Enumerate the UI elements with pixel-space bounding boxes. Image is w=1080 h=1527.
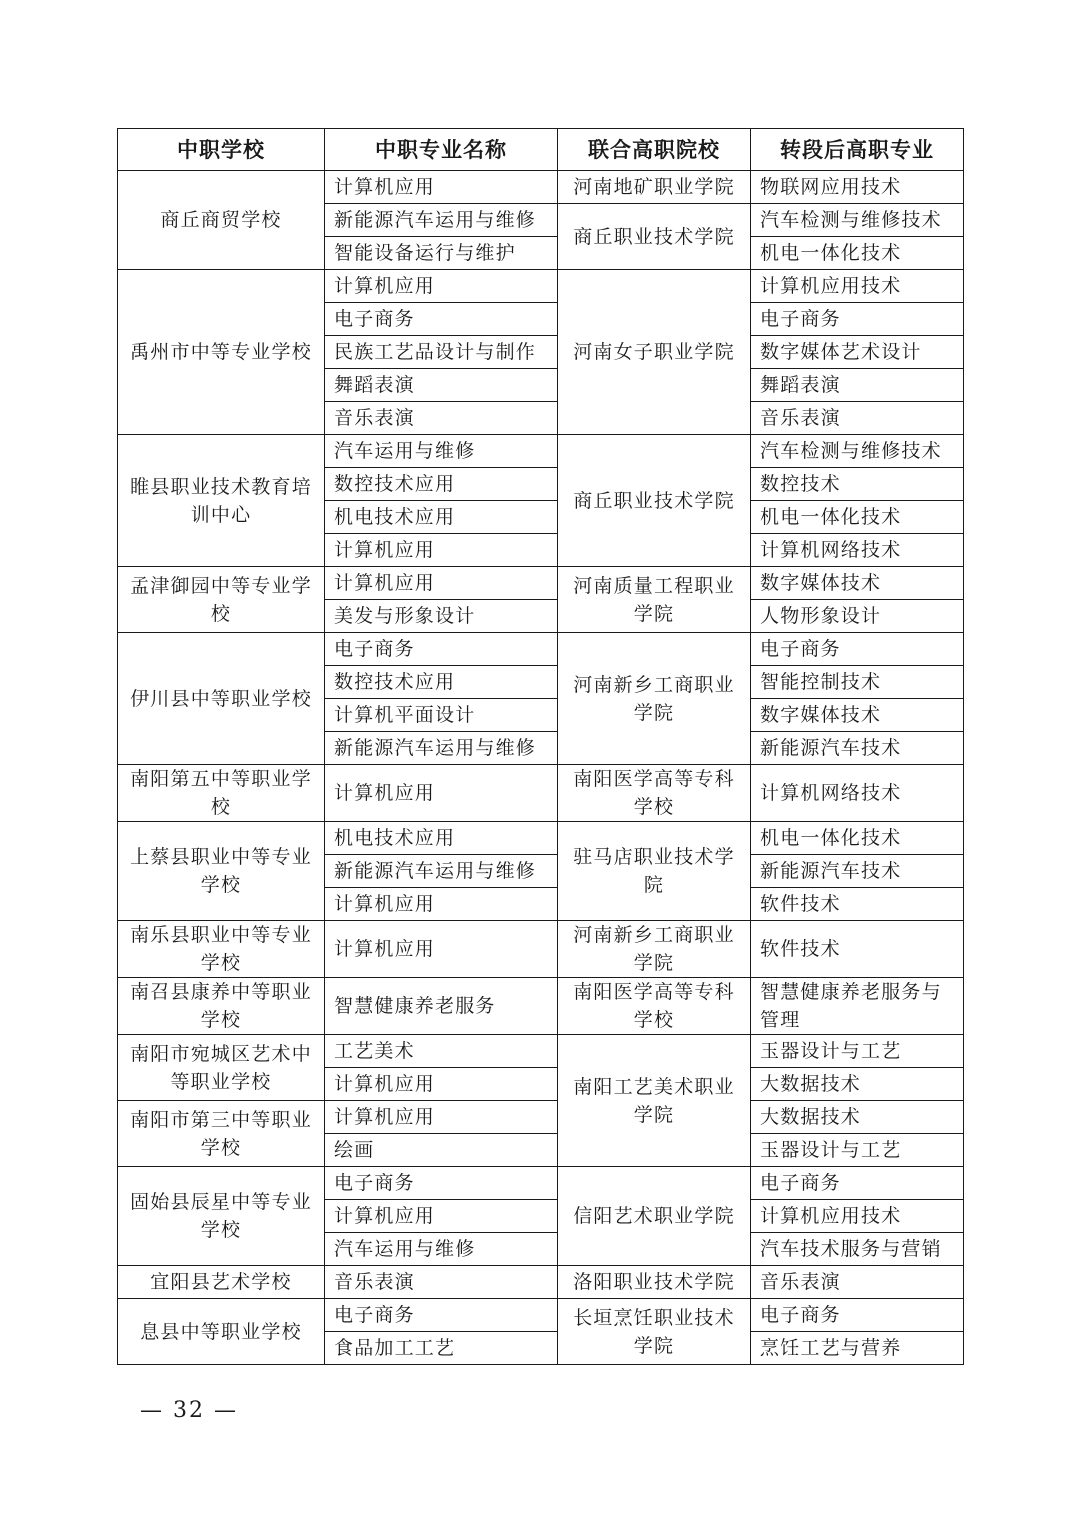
cell-secondary-school: 禹州市中等专业学校 [118, 270, 325, 435]
cell-secondary-major: 智慧健康养老服务 [325, 978, 558, 1035]
cell-target-major: 音乐表演 [751, 1266, 964, 1299]
cell-partner-college: 洛阳职业技术学院 [558, 1266, 751, 1299]
cell-secondary-school: 孟津御园中等专业学校 [118, 567, 325, 633]
header-secondary-school: 中职学校 [118, 129, 325, 171]
table-row [118, 978, 964, 1035]
cell-secondary-major: 计算机平面设计 [325, 699, 558, 732]
cell-target-major: 机电一体化技术 [751, 237, 964, 270]
cell-secondary-major: 计算机应用 [325, 888, 558, 921]
cell-secondary-major: 音乐表演 [325, 1266, 558, 1299]
cell-target-major: 软件技术 [751, 888, 964, 921]
table-row [118, 1101, 964, 1134]
cell-target-major: 汽车检测与维修技术 [751, 204, 964, 237]
cell-target-major: 数字媒体技术 [751, 699, 964, 732]
cell-secondary-school: 伊川县中等职业学校 [118, 633, 325, 765]
cell-secondary-school: 睢县职业技术教育培训中心 [118, 435, 325, 567]
cell-secondary-major: 机电技术应用 [325, 501, 558, 534]
cell-partner-college: 河南新乡工商职业学院 [558, 633, 751, 765]
cell-target-major: 电子商务 [751, 633, 964, 666]
table-header-row [118, 129, 964, 171]
cell-target-major: 烹饪工艺与营养 [751, 1332, 964, 1365]
cell-target-major: 大数据技术 [751, 1068, 964, 1101]
table-row [118, 822, 964, 855]
cell-target-major: 计算机应用技术 [751, 1200, 964, 1233]
cell-secondary-major: 数控技术应用 [325, 666, 558, 699]
cell-secondary-major: 计算机应用 [325, 171, 558, 204]
cell-target-major: 大数据技术 [751, 1101, 964, 1134]
cell-target-major: 舞蹈表演 [751, 369, 964, 402]
cell-secondary-school: 南阳市宛城区艺术中等职业学校 [118, 1035, 325, 1101]
header-target-major: 转段后高职专业 [751, 129, 964, 171]
cell-secondary-major: 数控技术应用 [325, 468, 558, 501]
table-row [118, 270, 964, 303]
cell-secondary-major: 美发与形象设计 [325, 600, 558, 633]
cell-target-major: 音乐表演 [751, 402, 964, 435]
cell-secondary-major: 音乐表演 [325, 402, 558, 435]
school-major-table [117, 128, 964, 1365]
cell-secondary-major: 汽车运用与维修 [325, 435, 558, 468]
cell-secondary-major: 计算机应用 [325, 1200, 558, 1233]
cell-partner-college: 河南女子职业学院 [558, 270, 751, 435]
cell-target-major: 软件技术 [751, 921, 964, 978]
cell-secondary-major: 计算机应用 [325, 1101, 558, 1134]
cell-secondary-school: 固始县辰星中等专业学校 [118, 1167, 325, 1266]
table-row [118, 567, 964, 600]
cell-secondary-major: 计算机应用 [325, 1068, 558, 1101]
cell-partner-college: 南阳工艺美术职业学院 [558, 1035, 751, 1167]
table-row [118, 1266, 964, 1299]
cell-target-major: 电子商务 [751, 303, 964, 336]
cell-target-major: 玉器设计与工艺 [751, 1134, 964, 1167]
cell-secondary-major: 电子商务 [325, 1167, 558, 1200]
cell-target-major: 数字媒体艺术设计 [751, 336, 964, 369]
cell-secondary-major: 汽车运用与维修 [325, 1233, 558, 1266]
cell-secondary-major: 新能源汽车运用与维修 [325, 204, 558, 237]
cell-target-major: 电子商务 [751, 1299, 964, 1332]
cell-secondary-major: 食品加工工艺 [325, 1332, 558, 1365]
cell-target-major: 新能源汽车技术 [751, 855, 964, 888]
cell-secondary-school: 息县中等职业学校 [118, 1299, 325, 1365]
table-row [118, 765, 964, 822]
table-row [118, 921, 964, 978]
cell-target-major: 智能控制技术 [751, 666, 964, 699]
cell-target-major: 新能源汽车技术 [751, 732, 964, 765]
cell-partner-college: 南阳医学高等专科学校 [558, 978, 751, 1035]
cell-secondary-school: 南乐县职业中等专业学校 [118, 921, 325, 978]
cell-partner-college: 商丘职业技术学院 [558, 204, 751, 270]
cell-secondary-major: 绘画 [325, 1134, 558, 1167]
cell-secondary-major: 机电技术应用 [325, 822, 558, 855]
cell-secondary-major: 新能源汽车运用与维修 [325, 855, 558, 888]
cell-target-major: 数字媒体技术 [751, 567, 964, 600]
table-body [118, 171, 964, 1365]
cell-target-major: 玉器设计与工艺 [751, 1035, 964, 1068]
cell-secondary-school: 南召县康养中等职业学校 [118, 978, 325, 1035]
cell-target-major: 汽车技术服务与营销 [751, 1233, 964, 1266]
cell-target-major: 计算机应用技术 [751, 270, 964, 303]
cell-secondary-major: 电子商务 [325, 633, 558, 666]
cell-partner-college: 南阳医学高等专科学校 [558, 765, 751, 822]
cell-partner-college: 信阳艺术职业学院 [558, 1167, 751, 1266]
cell-target-major: 机电一体化技术 [751, 822, 964, 855]
cell-secondary-school: 商丘商贸学校 [118, 171, 325, 270]
cell-secondary-school: 宜阳县艺术学校 [118, 1266, 325, 1299]
page-number: — 32 — [140, 1398, 238, 1423]
cell-partner-college: 河南地矿职业学院 [558, 171, 751, 204]
cell-target-major: 计算机网络技术 [751, 765, 964, 822]
cell-secondary-major: 工艺美术 [325, 1035, 558, 1068]
cell-partner-college: 商丘职业技术学院 [558, 435, 751, 567]
cell-target-major: 计算机网络技术 [751, 534, 964, 567]
cell-target-major: 机电一体化技术 [751, 501, 964, 534]
cell-target-major: 数控技术 [751, 468, 964, 501]
cell-partner-college: 长垣烹饪职业技术学院 [558, 1299, 751, 1365]
cell-target-major: 电子商务 [751, 1167, 964, 1200]
cell-target-major: 智慧健康养老服务与管理 [751, 978, 964, 1035]
cell-secondary-major: 民族工艺品设计与制作 [325, 336, 558, 369]
cell-secondary-major: 计算机应用 [325, 765, 558, 822]
table-row [118, 171, 964, 204]
table-row [118, 1299, 964, 1332]
cell-secondary-major: 新能源汽车运用与维修 [325, 732, 558, 765]
table-row [118, 435, 964, 468]
cell-secondary-major: 舞蹈表演 [325, 369, 558, 402]
cell-secondary-major: 计算机应用 [325, 921, 558, 978]
cell-secondary-major: 智能设备运行与维护 [325, 237, 558, 270]
cell-partner-college: 河南质量工程职业学院 [558, 567, 751, 633]
cell-secondary-school: 上蔡县职业中等专业学校 [118, 822, 325, 921]
cell-secondary-school: 南阳第五中等职业学校 [118, 765, 325, 822]
cell-secondary-major: 电子商务 [325, 1299, 558, 1332]
cell-partner-college: 河南新乡工商职业学院 [558, 921, 751, 978]
cell-secondary-major: 计算机应用 [325, 567, 558, 600]
header-partner-college: 联合高职院校 [558, 129, 751, 171]
cell-secondary-school: 南阳市第三中等职业学校 [118, 1101, 325, 1167]
cell-target-major: 物联网应用技术 [751, 171, 964, 204]
table-row [118, 1167, 964, 1200]
table-row [118, 1035, 964, 1068]
cell-secondary-major: 计算机应用 [325, 270, 558, 303]
cell-secondary-major: 计算机应用 [325, 534, 558, 567]
table-row [118, 633, 964, 666]
cell-secondary-major: 电子商务 [325, 303, 558, 336]
cell-target-major: 人物形象设计 [751, 600, 964, 633]
cell-partner-college: 驻马店职业技术学院 [558, 822, 751, 921]
header-secondary-major: 中职专业名称 [325, 129, 558, 171]
cell-target-major: 汽车检测与维修技术 [751, 435, 964, 468]
